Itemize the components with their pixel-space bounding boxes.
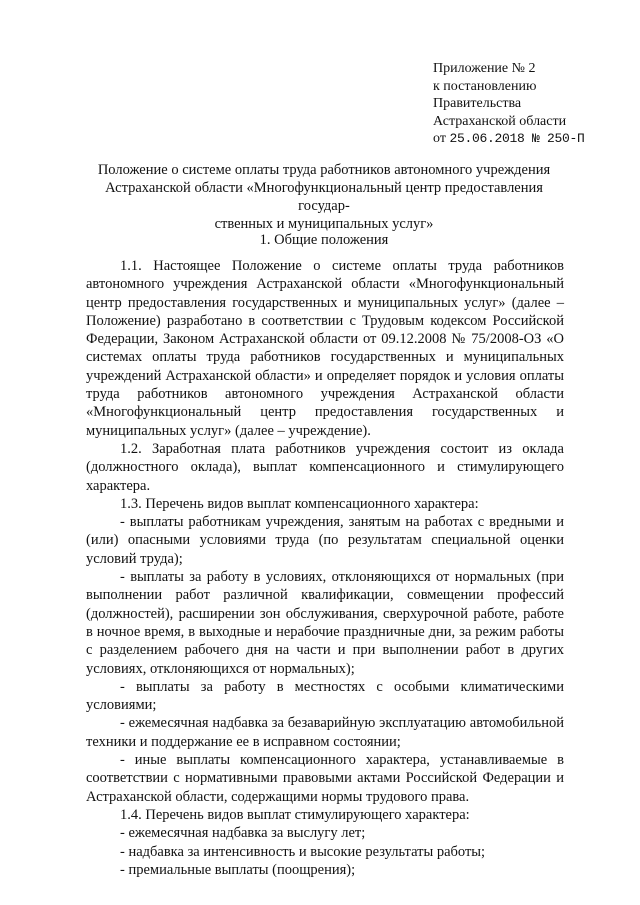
list-item: - выплаты за работу в местностях с особыми климатическими условиями; <box>86 678 564 714</box>
appendix-date-line <box>433 130 584 148</box>
list-item: - выплаты за работу в условиях, отклоняющихся от нормальных (при выполнении работ различной квалификации, совмещении профессий (должностей), расширении зон обслуживания, сверхурочной работе, работе в ночное время, в выходные и нерабочие праздничные дни, за режим работы с разделением рабочего дня на части и при выполнении работ в других условиях, отклоняющихся от нормальных); <box>86 569 564 677</box>
list-item: - ежемесячная надбавка за безаварийную эксплуатацию автомобильной техники и поддержание ее в исправном состоянии; <box>86 715 564 750</box>
document-title <box>86 161 562 233</box>
document-body <box>86 257 564 879</box>
paragraph-1-1: 1.1. Настоящее Положение о системе оплаты труда работников автономного учреждения Астраханской области «Многофункциональный центр предоставления государственных и муниципальных услуг» (далее – Положение) разработано в соответствии с Трудовым кодексом Российской Федерации, Законом Астраханской области от 09.12.2008 № 75/2008-ОЗ «О системах оплаты труда работников государственных и муниципальных учреждений Астраханской области» и определяет порядок и условия оплаты труда работников автономного учреждения Астраханской области «Многофункциональный центр предоставления государственных и муниципальных услуг» (далее – учреждение). <box>86 258 564 439</box>
appendix-authority: Правительства <box>433 96 522 111</box>
list-item: - ежемесячная надбавка за выслугу лет; <box>120 825 366 842</box>
title-line-1: Положение о системе оплаты труда работников автономного учреждения <box>97 162 551 178</box>
title-line-2: Астраханской области «Многофункциональный центр предоставления государ- <box>105 180 543 214</box>
paragraph-1-3: 1.3. Перечень видов выплат компенсационного характера: <box>120 495 479 512</box>
title-line-3: ственных и муниципальных услуг» <box>214 216 434 232</box>
list-item: - премиальные выплаты (поощрения); <box>120 861 356 878</box>
appendix-date-prefix: от <box>433 131 446 146</box>
appendix-block <box>433 60 584 148</box>
appendix-ref: к постановлению <box>433 78 537 94</box>
list-item: - выплаты работникам учреждения, занятым на работах с вредными и (или) опасными условиями труда (по результатам специальной оценки условий труда); <box>86 514 564 567</box>
paragraph-1-4: 1.4. Перечень видов выплат стимулирующего характера: <box>120 806 470 823</box>
paragraph-1-2: 1.2. Заработная плата работников учреждения состоит из оклада (должностного оклада), выплат компенсационного и стимулирующего характера. <box>86 440 564 494</box>
appendix-date-stamp: 25.06.2018 № 250-П <box>449 131 585 146</box>
list-item: - надбавка за интенсивность и высокие результаты работы; <box>120 843 486 860</box>
section-heading: 1. Общие положения <box>259 232 389 248</box>
appendix-number: Приложение № 2 <box>433 61 536 76</box>
appendix-region: Астраханской области <box>433 113 567 129</box>
list-item: - иные выплаты компенсационного характера, устанавливаемые в соответствии с нормативными правовыми актами Российской Федерации и Астраханской области, содержащими нормы трудового права. <box>86 752 564 805</box>
